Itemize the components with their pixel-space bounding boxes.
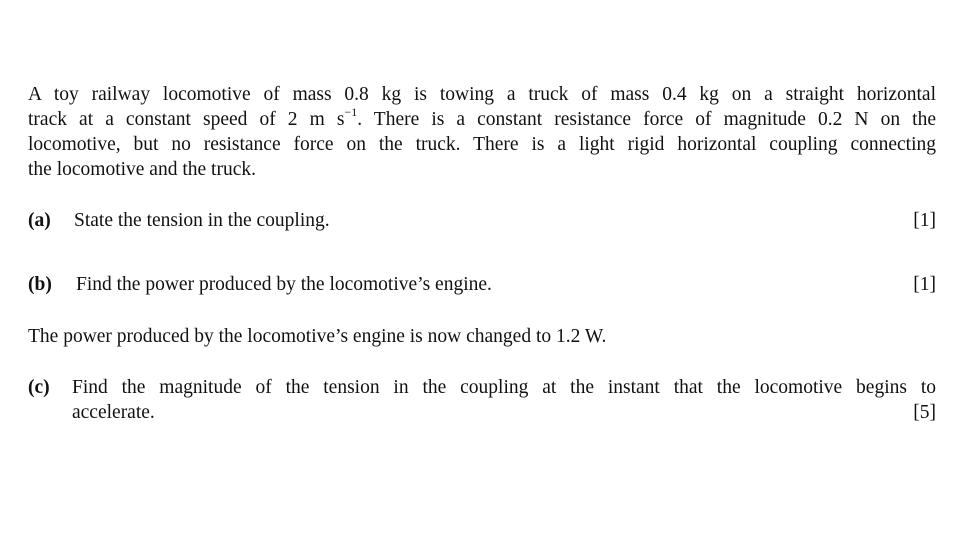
part-b-label: (b)	[28, 274, 52, 295]
intro-line-1: A toy railway locomotive of mass 0.8 kg is towing a truck of mass 0.4 kg on a straight horizontal	[28, 84, 936, 105]
part-c-marks: [5]	[913, 402, 936, 423]
part-c-text	[72, 375, 936, 425]
question-page	[28, 0, 936, 540]
intro-line-4: the locomotive and the truck.	[28, 159, 256, 180]
part-c-label: (c)	[28, 377, 50, 398]
part-b	[28, 272, 936, 297]
part-c-text-line-2: accelerate.	[72, 402, 155, 423]
question-intro	[28, 82, 936, 182]
part-b-text: Find the power produced by the locomotive’s engine.	[76, 274, 492, 295]
part-c-text-line-1: Find the magnitude of the tension in the coupling at the instant that the locomotive begins to	[72, 377, 936, 398]
part-a-label: (a)	[28, 210, 51, 231]
unit-exponent: −1	[344, 104, 358, 119]
part-a-marks: [1]	[913, 210, 936, 231]
part-a	[28, 208, 936, 233]
intro-line-2-rest: . There is a constant resistance force of magnitude 0.2 N on the	[357, 109, 936, 130]
part-c	[28, 375, 936, 425]
part-a-text: State the tension in the coupling.	[74, 210, 330, 231]
part-b-marks: [1]	[913, 274, 936, 295]
power-change-statement: The power produced by the locomotive’s engine is now changed to 1.2 W.	[28, 326, 607, 347]
intro-line-2-text: track at a constant speed of 2 m s	[28, 109, 345, 130]
intro-line-2	[28, 104, 936, 132]
intro-line-3: locomotive, but no resistance force on the truck. There is a light rigid horizontal coupling connecting	[28, 134, 936, 155]
